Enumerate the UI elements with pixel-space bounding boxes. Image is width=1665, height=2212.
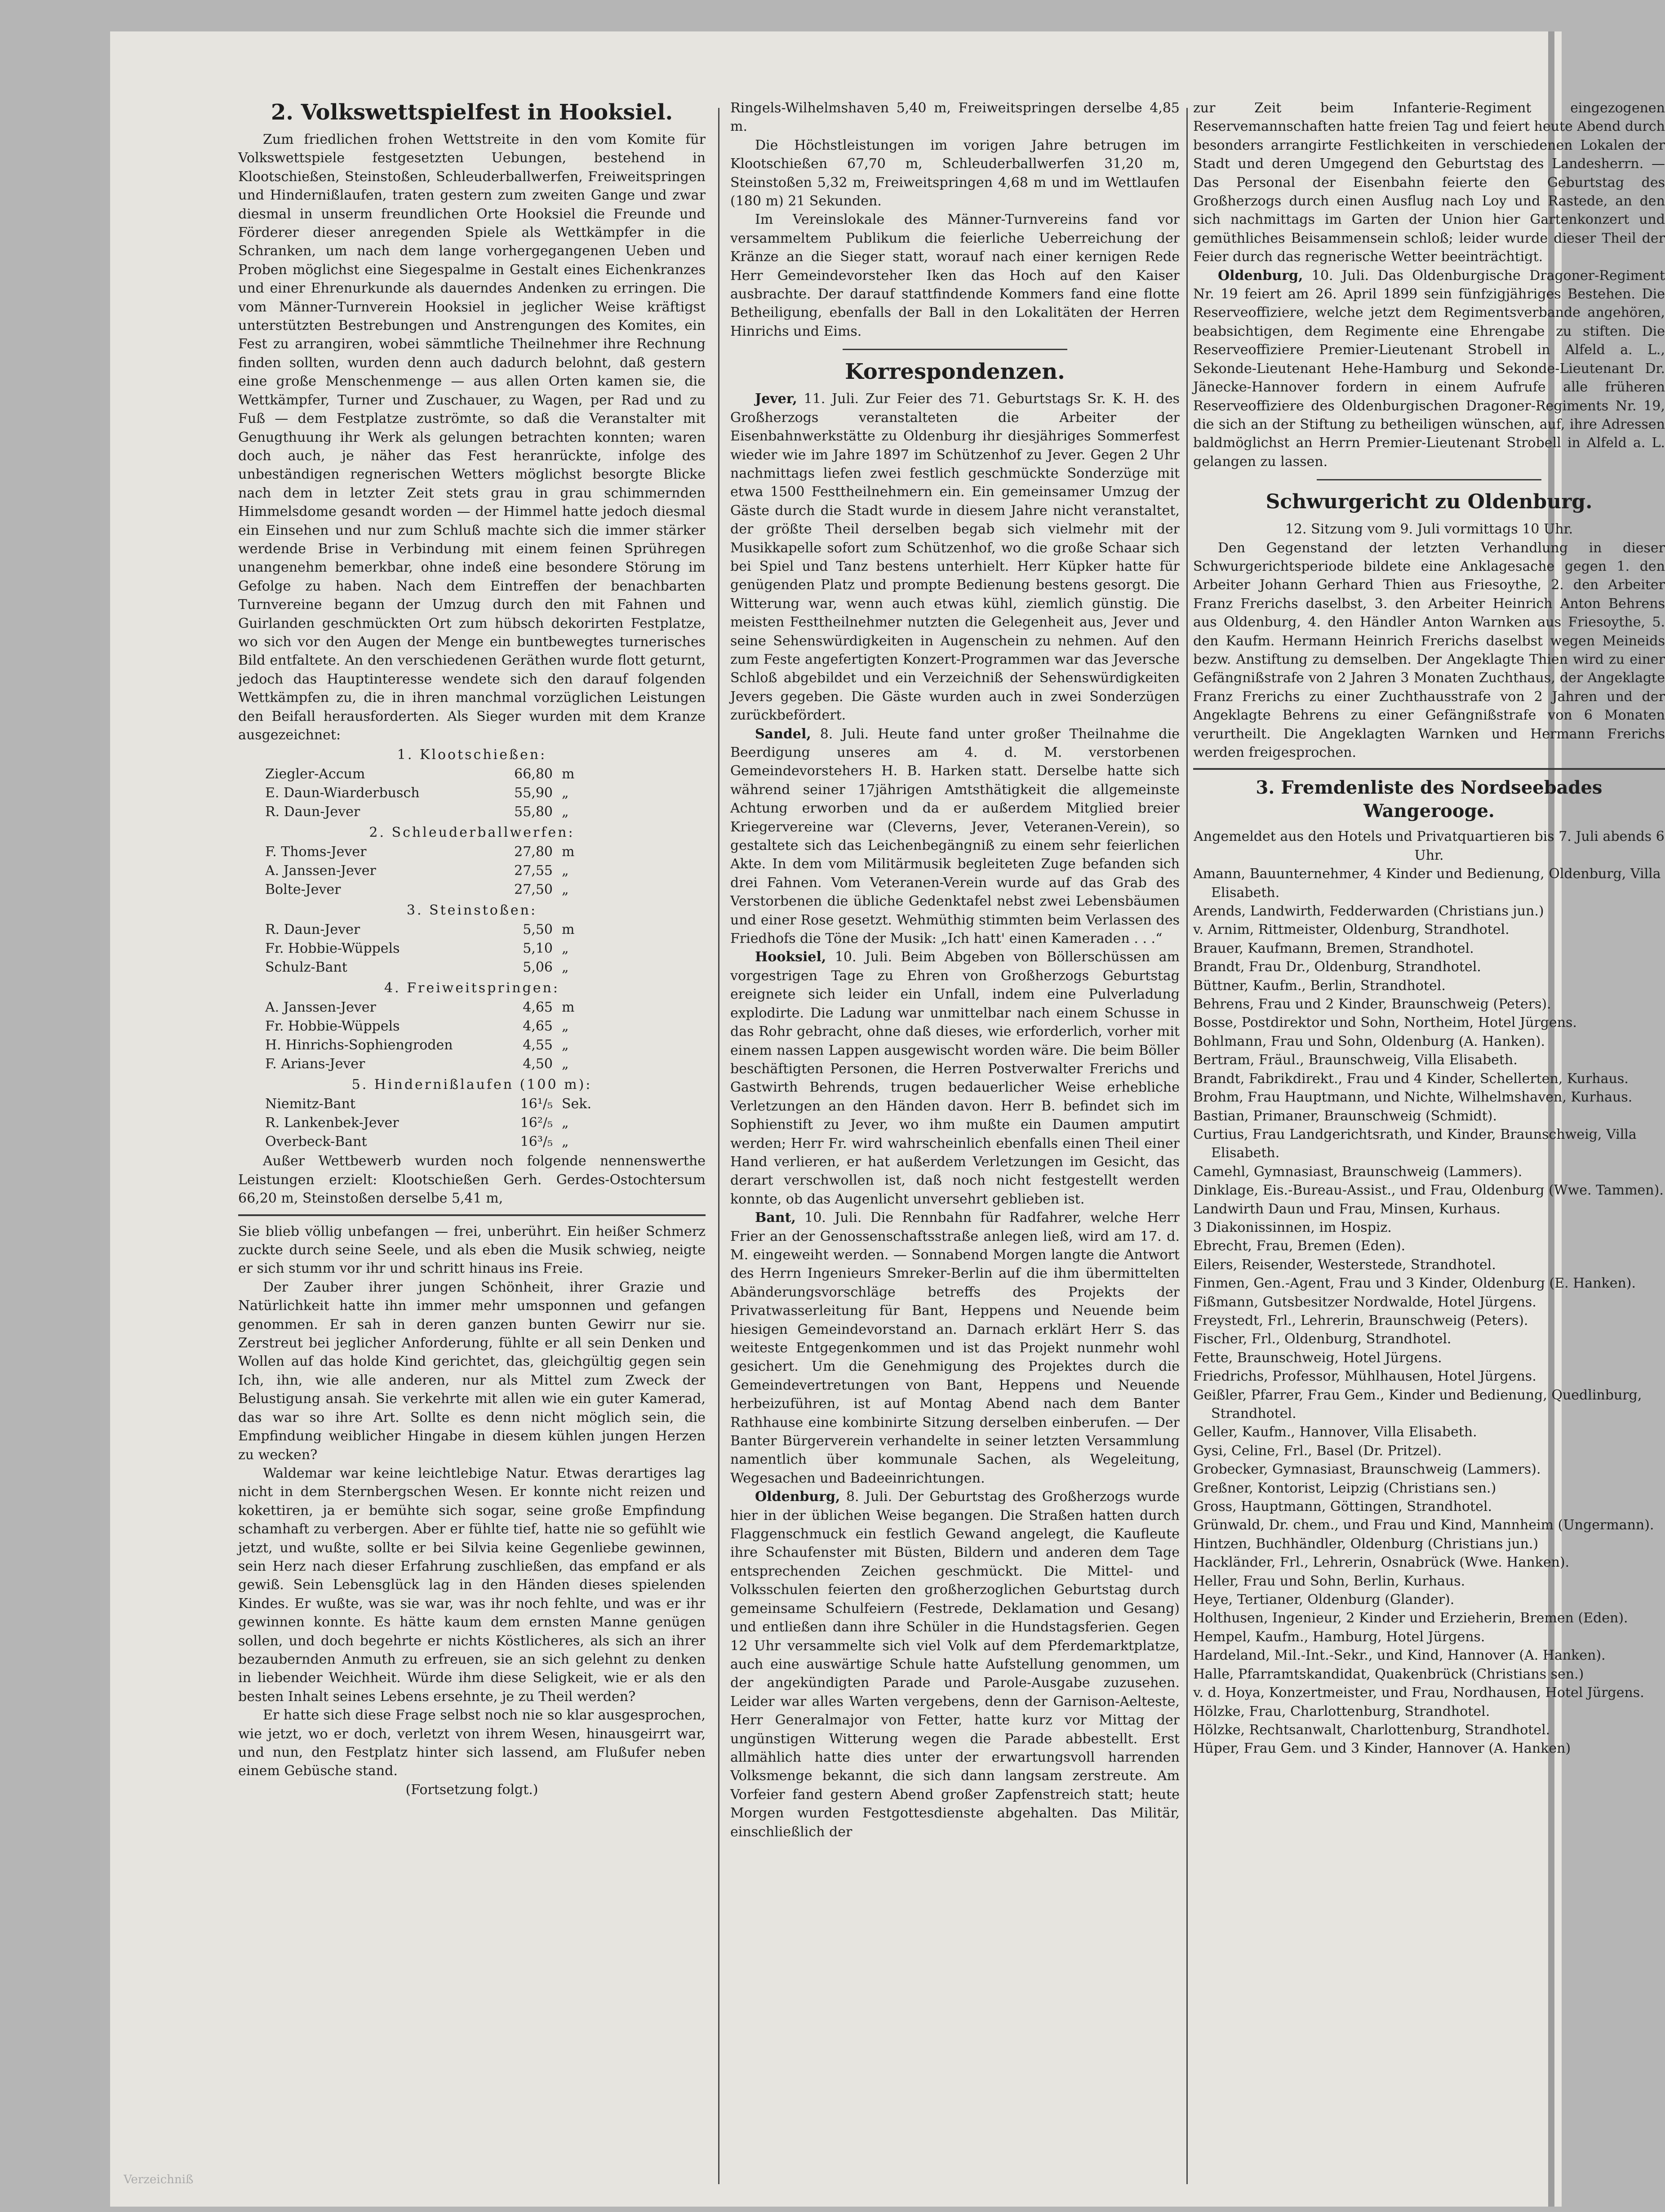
place-name: Sandel, <box>755 726 811 742</box>
results-row <box>265 921 574 940</box>
guest-entry: Halle, Pfarramtskandidat, Quakenbrück (Christians sen.) <box>1193 1666 1584 1682</box>
guest-entry: Heye, Tertianer, Oldenburg (Glander). <box>1193 1592 1455 1608</box>
correspondence-text: 11. Juli. Zur Feier des 71. Geburtstags Sr. K. H. des Großherzogs veranstalteten die Arbeiter der Eisenbahnwerkstätte zu Oldenburg ihr diesjähriges Sommerfest wieder wie im Jahre 1897 im Schützenhof zu Jever. Gegen 2 Uhr nachmittags liefen zwei festlich geschmückte Sonderzüge mit etwa 1500 Festtheilnehmern ein. Ein gemeinsamer Umzug der Gäste durch die Stadt wurde in diesem Jahre nicht veranstaltet, der größte Theil derselben begab sich vielmehr mit der Musikkapelle sofort zum Schützenhof, wo die große Schaar sich bei Spiel und Tanz bestens unterhielt. Herr Küpker hatte für genügenden Platz und prompte Bedienung bestens gesorgt. Die Witterung war, wenn auch etwas kühl, ziemlich günstig. Die meisten Festtheilnehmer nutzten die Gelegenheit aus, Jever und seine Sehenswürdigkeiten in Augenschein zu nehmen. Auf den zum Feste angefertigten Konzert-Programmen war das Jeversche Schloß abgebildet und ein Verzeichniß der Sehenswürdigkeiten Jevers gegeben. Die Gäste wurden auch in zwei Sonderzügen zurückbefördert. <box>730 391 1180 724</box>
results-name: A. Janssen-Jever <box>265 863 376 879</box>
results-unit: Sek. <box>562 1096 592 1112</box>
guest-entry: Ebrecht, Frau, Bremen (Eden). <box>1193 1238 1406 1254</box>
story-para-2: Der Zauber ihrer jungen Schönheit, ihrer Grazie und Natürlichkeit hatte ihn immer mehr umsponnen und gefangen genommen. Er sah in deren ganzen bunten Gewirr nur sie. Zerstreut bei jeglicher Anforderung, fühlte er all sein Denken und Wollen auf das holde Kind gerichtet, das, gleichgültig gegen sein Ich, ihn, wie alle anderen, nur als Mittel zum Zweck der Belustigung ansah. Sie verkehrte mit allen wie ein guter Kamerad, das war so ihre Art. Sollte es denn nicht möglich sein, die Empfindung weiblicher Hingabe in diesem kühlen jungen Herzen zu wecken? <box>238 1279 706 1463</box>
guest-list-sub: Angemeldet aus den Hotels und Privatquartieren bis 7. Juli abends 6 Uhr. <box>1194 829 1665 863</box>
results-unit: „ <box>562 1056 569 1072</box>
results-value: 4,65 <box>523 999 553 1016</box>
guest-entry: v. Arnim, Rittmeister, Oldenburg, Strandhotel. <box>1193 922 1510 938</box>
results-row <box>265 1017 574 1036</box>
story-para-3: Waldemar war keine leichtlebige Natur. Etwas derartiges lag nicht in dem Sternbergschen Wesen. Er konnte nicht reizen und kokettiren, ja er bemühte sich sogar, seine große Empfindung schamhaft zu verbergen. Aber er fühlte tief, hatte nie so gefühlt wie jetzt, und wußte, sollte er bei Silvia keine Gegenliebe gewinnen, sein Herz nach dieser Erfahrung zuschließen, das empfand er als gewiß. Sein Lebensglück lag in den Händen dieses spielenden Kindes. Er wußte, was sie war, was ihr noch fehlte, und was er ihr gewinnen konnte. Es hätte kaum dem ernsten Manne genügen sollen, und doch begehrte er nichts Köstlicheres, als sich an ihrer bezaubernden Anmuth zu erfreuen, sie an sich gelehnt zu denken in liebender Weichheit. Würde ihm diese Seligkeit, wie er als den besten Inhalt seines Lebens ersehnte, je zu Theil werden? <box>238 1465 706 1705</box>
results-table <box>265 843 574 900</box>
results-unit: m <box>562 844 575 860</box>
results-unit: „ <box>562 1018 569 1035</box>
results-row <box>265 940 574 959</box>
newspaper-page <box>110 31 1665 2207</box>
results-unit: „ <box>562 785 569 801</box>
results-row <box>265 999 574 1017</box>
article-outro: Außer Wettbewerb wurden noch folgende nennenswerthe Leistungen erzielt: Klootschießen Gerh. Gerdes-Ostochtersum 66,20 m, Steinstoßen derselbe 5,41 m, <box>238 1153 706 1207</box>
page-stamp: Verzeichniß <box>124 2173 194 2186</box>
results-title: 1. Klootschießen: <box>397 747 547 763</box>
results-name: Niemitz-Bant <box>265 1096 355 1112</box>
results-row <box>265 862 574 881</box>
results-row <box>265 1036 574 1055</box>
guest-entry: Hölzke, Frau, Charlottenburg, Strandhotel. <box>1193 1703 1490 1719</box>
results-name: Ziegler-Accum <box>265 766 365 782</box>
results-value: 66,80 <box>514 766 553 782</box>
guest-entry: Bertram, Fräul., Braunschweig, Villa Elisabeth. <box>1193 1052 1518 1068</box>
results-name: H. Hinrichs-Sophiengroden <box>265 1037 453 1053</box>
results-name: Fr. Hobbie-Wüppels <box>265 1018 400 1035</box>
guest-entry: Brandt, Frau Dr., Oldenburg, Strandhotel. <box>1193 959 1481 975</box>
results-name: Fr. Hobbie-Wüppels <box>265 941 400 957</box>
guest-entry: Behrens, Frau und 2 Kinder, Braunschweig (Peters). <box>1193 996 1551 1013</box>
guest-entry: Dinklage, Eis.-Bureau-Assist., und Frau, Oldenburg (Wwe. Tammen). <box>1193 1182 1664 1199</box>
guest-entry: Hackländer, Frl., Lehrerin, Osnabrück (Wwe. Hanken). <box>1193 1555 1570 1571</box>
results-name: Overbeck-Bant <box>265 1134 367 1150</box>
guest-entry: Greßner, Kontorist, Leipzig (Christians sen.) <box>1193 1480 1496 1496</box>
results-table <box>265 1095 591 1152</box>
column-rule-2 <box>1186 108 1188 2184</box>
results-row <box>265 959 574 977</box>
column-rule-1 <box>718 108 719 2184</box>
results-name: R. Lankenbek-Jever <box>265 1115 399 1131</box>
guest-entry: Landwirth Daun und Frau, Minsen, Kurhaus. <box>1193 1201 1501 1217</box>
guest-entry: v. d. Hoya, Konzertmeister, und Frau, Nordhausen, Hotel Jürgens. <box>1193 1685 1644 1701</box>
guest-entry: Gysi, Celine, Frl., Basel (Dr. Pritzel). <box>1193 1443 1442 1459</box>
results-unit: „ <box>562 1115 569 1131</box>
guest-entry: Fette, Braunschweig, Hotel Jürgens. <box>1193 1350 1442 1366</box>
col2-top: Ringels-Wilhelmshaven 5,40 m, Freiweitspringen derselbe 4,85 m. <box>730 100 1180 135</box>
guest-entry: Brauer, Kaufmann, Bremen, Strandhotel. <box>1193 940 1474 956</box>
results-unit: m <box>562 999 575 1016</box>
results-row <box>265 1055 574 1074</box>
correspondence-item <box>730 390 1180 724</box>
article-heading-volksfest: 2. Volkswettspielfest in Hooksiel. <box>271 100 673 125</box>
results-value: 5,10 <box>523 941 553 957</box>
guest-entry: Geller, Kaufm., Hannover, Villa Elisabeth. <box>1193 1424 1477 1440</box>
guest-entry: Freystedt, Frl., Lehrerin, Braunschweig (Peters). <box>1193 1312 1528 1328</box>
results-table <box>265 765 574 822</box>
results-row <box>265 881 574 900</box>
results-name: F. Arians-Jever <box>265 1056 365 1072</box>
col2-p2: Im Vereinslokale des Männer-Turnvereins fand vor versammeltem Publikum die feierliche Ueberreichung der Kränze an die Sieger statt, worauf nach einer kernigen Rede Herr Gemeindevorsteher Iken das Hoch auf den Kaiser ausbrachte. Der darauf stattfindende Kommers fand eine flotte Betheiligung, ebenfalls der Ball in den Lokalitäten der Herren Hinrichs und Eims. <box>730 212 1180 339</box>
guest-entry: Geißler, Pfarrer, Frau Gem., Kinder und Bedienung, Quedlinburg, Strandhotel. <box>1193 1387 1642 1421</box>
correspondence-text: 10. Juli. Beim Abgeben von Böllerschüssen am vorgestrigen Tage zu Ehren von Großherzogs Geburtstag ereignete sich leider ein Unfall, indem eine Pulverladung explodirte. Die Ladung war unmittelbar nach einem Schusse in das Rohr gebracht, ohne daß dieses, wie erforderlich, vorher mit einem nassen Lappen ausgewischt worden wäre. Die beim Böller beschäftigten Personen, die Herren Postverwalter Frerichs und Gastwirth Behrends, trugen bedauerlicher Weise erhebliche Verletzungen an den Händen davon. Herr B. befindet sich im Sophienstift zu Jever, wo ihm mußte ein Daumen amputirt werden; Herr Fr. wird wahrscheinlich ebenfalls einen Theil einer Hand verlieren, er hat außerdem Verletzungen im Gesicht, das derart verschwollen ist, daß noch nicht festgestellt werden konnte, ob das Augenlicht unversehrt geblieben ist. <box>730 949 1180 1207</box>
section-rule <box>1193 768 1665 770</box>
results-row <box>265 765 574 784</box>
separator <box>843 349 1067 350</box>
results-unit: „ <box>562 959 569 976</box>
correspondence-item <box>730 1208 1180 1488</box>
guest-entry: Hintzen, Buchhändler, Oldenburg (Christians jun.) <box>1193 1536 1539 1552</box>
feuilleton-rule <box>238 1214 706 1216</box>
court-text: Den Gegenstand der letzten Verhandlung in dieser Schwurgerichtsperiode bildete eine Anklagesache gegen 1. den Arbeiter Johann Gerhard Thien aus Friesoythe, 2. den Arbeiter Franz Frerichs daselbst, 3. den Arbeiter Heinrich Anton Behrens aus Oldenburg, 4. den Händler Anton Warnken aus Friesoythe, 5. den Kaufm. Hermann Heinrich Frerichs daselbst wegen Meineids bezw. Anstiftung zu demselben. Der Angeklagte Thien wird zu einer Gefängnißstrafe von 2 Jahren 3 Monaten Zuchthaus, der Angeklagte Franz Frerichs zu einer Zuchthausstrafe von 2 Jahren und der Angeklagte Behrens zu einer Gefängnißstrafe von 6 Monaten verurtheilt. Die Angeklagten Warnken und Hermann Frerichs werden freigesprochen. <box>1193 540 1665 760</box>
results-row <box>265 1095 591 1114</box>
continued-note: (Fortsetzung folgt.) <box>405 1781 538 1798</box>
guest-entry: Hölzke, Rechtsanwalt, Charlottenburg, Strandhotel. <box>1193 1722 1550 1738</box>
column-3 <box>1193 99 1665 2180</box>
col2-p1: Die Höchstleistungen im vorigen Jahre betrugen im Klootschießen 67,70 m, Schleuderballwerfen 31,20 m, Steinstoßen 5,32 m, Freiweitspringen 4,68 m und im Wettlaufen (180 m) 21 Sekunden. <box>730 137 1180 209</box>
results-value: 4,65 <box>523 1018 553 1035</box>
guest-entry: Büttner, Kaufm., Berlin, Strandhotel. <box>1193 977 1446 994</box>
col3-p1-text: 10. Juli. Das Oldenburgische Dragoner-Regiment Nr. 19 feiert am 26. April 1899 sein fünfzigjähriges Bestehen. Die Reserveoffiziere, welche jetzt dem Regimentsverbande angehören, beabsichtigen, dem Regimente eine Ehrengabe zu stiften. Die Reserveoffiziere Premier-Lieutenant Strobell in Alfeld a. L., Sekonde-Lieutenant Hehe-Hamburg und Sekonde-Lieutenant Dr. Jänecke-Hannover fordern in einem Aufrufe alle früheren Reserveoffiziere des Oldenburgischen Dragoner-Regiments Nr. 19, die sich an der Stiftung zu betheiligen wünschen, auf, ihre Adressen baldmöglichst an Herrn Premier-Lieutenant Strobell in Alfeld a. L. gelangen zu lassen. <box>1193 267 1665 470</box>
guest-entry: Brohm, Frau Hauptmann, und Nichte, Wilhelmshaven, Kurhaus. <box>1193 1089 1633 1106</box>
guest-list-heading: 3. Fremdenliste des Nordseebades Wangerooge. <box>1256 777 1603 822</box>
results-table <box>265 921 574 977</box>
korrespondenzen-heading: Korrespondenzen. <box>845 359 1065 385</box>
results-name: Bolte-Jever <box>265 882 341 898</box>
results-unit: „ <box>562 941 569 957</box>
guest-entry: Hüper, Frau Gem. und 3 Kinder, Hannover (A. Hanken) <box>1193 1741 1571 1757</box>
guest-entry: Fischer, Frl., Oldenburg, Strandhotel. <box>1193 1331 1452 1347</box>
column-2 <box>730 99 1180 2180</box>
results-row <box>265 784 574 803</box>
correspondence-item <box>730 1488 1180 1841</box>
guest-entry: Friedrichs, Professor, Mühlhausen, Hotel Jürgens. <box>1193 1368 1536 1385</box>
guest-list <box>1193 865 1665 1758</box>
guest-entry: Brandt, Fabrikdirekt., Frau und 4 Kinder, Schellerten, Kurhaus. <box>1193 1070 1629 1087</box>
guest-entry: Grünwald, Dr. chem., und Frau und Kind, Mannheim (Ungermann). <box>1193 1517 1654 1533</box>
guest-entry: Curtius, Frau Landgerichtsrath, und Kinder, Braunschweig, Villa Elisabeth. <box>1193 1126 1637 1161</box>
court-heading: Schwurgericht zu Oldenburg. <box>1265 490 1593 514</box>
guest-entry: Hempel, Kaufm., Hamburg, Hotel Jürgens. <box>1193 1629 1485 1645</box>
results-value: 27,55 <box>514 863 553 879</box>
guest-entry: Bohlmann, Frau und Sohn, Oldenburg (A. Hanken). <box>1193 1033 1545 1049</box>
guest-entry: Hardeland, Mil.-Int.-Sekr., und Kind, Hannover (A. Hanken). <box>1193 1648 1606 1664</box>
results-unit: „ <box>562 1134 569 1150</box>
results-name: R. Daun-Jever <box>265 922 360 938</box>
results-value: 16¹/₅ <box>520 1096 553 1112</box>
results-value: 5,06 <box>523 959 553 976</box>
guest-entry: Camehl, Gymnasiast, Braunschweig (Lammers). <box>1193 1164 1523 1180</box>
results-name: Schulz-Bant <box>265 959 347 976</box>
results-row <box>265 1133 591 1152</box>
results-block <box>238 747 706 1152</box>
results-unit: „ <box>562 863 569 879</box>
guest-entry: Gross, Hauptmann, Göttingen, Strandhotel. <box>1193 1499 1492 1515</box>
results-title: 2. Schleuderballwerfen: <box>369 825 575 841</box>
results-value: 16³/₅ <box>520 1134 553 1150</box>
results-unit: „ <box>562 804 569 820</box>
results-name: R. Daun-Jever <box>265 804 360 820</box>
results-name: A. Janssen-Jever <box>265 999 376 1016</box>
story-para-1: Sie blieb völlig unbefangen — frei, unberührt. Ein heißer Schmerz zuckte durch seine Seele, und als eben die Musik schwieg, neigte er sich stumm vor ihr und schritt hinaus ins Freie. <box>238 1223 706 1277</box>
guest-entry: Grobecker, Gymnasiast, Braunschweig (Lammers). <box>1193 1461 1541 1478</box>
correspondence-item <box>730 948 1180 1208</box>
place-name: Hooksiel, <box>755 949 826 965</box>
col3-p1 <box>1193 267 1665 471</box>
place-name: Bant, <box>755 1210 796 1226</box>
guest-entry: Finmen, Gen.-Agent, Frau und 3 Kinder, Oldenburg (E. Hanken). <box>1193 1275 1636 1292</box>
place-name: Oldenburg, <box>1218 267 1303 284</box>
guest-entry: Bosse, Postdirektor und Sohn, Northeim, Hotel Jürgens. <box>1193 1015 1577 1031</box>
results-unit: „ <box>562 882 569 898</box>
guest-entry: Arends, Landwirth, Fedderwarden (Christians jun.) <box>1193 903 1544 919</box>
col3-p0: zur Zeit beim Infanterie-Regiment eingezogenen Reservemannschaften hatte freien Tag und feiert heute Abend durch besonders arrangirte Festlichkeiten in verschiedenen Lokalen der Stadt und deren Umgegend den Geburtstag des Landesherrn. — Das Personal der Eisenbahn feierte den Geburtstag des Großherzogs durch einen Ausflug nach Loy und Rastede, an den sich nachmittags im Garten der Union hier Gartenkonzert und gemüthliches Beisammensein schloß; leider wurde dieser Theil der Feier durch das regnerische Wetter beeinträchtigt. <box>1193 100 1665 265</box>
results-name: F. Thoms-Jever <box>265 844 367 860</box>
results-row <box>265 803 574 822</box>
correspondence-text: 8. Juli. Heute fand unter großer Theilnahme die Beerdigung unseres am 4. d. M. verstorbenen Gemeindevorstehers H. B. Harken statt. Derselbe hatte sich während seiner 17jährigen Amtsthätigkeit die allgemeinste Achtung erworben und da er außerdem Mitglied breier Kriegervereine war (Cleverns, Jever, Veteranen-Verein), so gestaltete sich das Leichenbegängniß zu einem sehr feierlichen Akte. In dem vom Militärmusik begleiteten Zuge befanden sich drei Fahnen. Vom Veteranen-Verein wurde auf das Grab des Verstorbenen die übliche Gedenktafel nebst zwei Lebensbäumen und einer Rose gesetzt. Wehmüthig stimmten beim Verlassen des Friedhofs die Töne der Musik: „Ich hatt' einen Kameraden . . .“ <box>730 726 1180 947</box>
court-sub: 12. Sitzung vom 9. Juli vormittags 10 Uhr. <box>1285 521 1573 537</box>
results-value: 4,50 <box>523 1056 553 1072</box>
place-name: Jever, <box>755 391 797 407</box>
place-name: Oldenburg, <box>755 1489 840 1505</box>
correspondence-text: 10. Juli. Die Rennbahn für Radfahrer, welche Herr Frier an der Genossenschaftsstraße anlegen ließ, wird am 17. d. M. eingeweiht werden. — Sonnabend Morgen langte die Antwort des Herrn Ingenieurs Smreker-Berlin auf die ihm übermittelten Abänderungsvorschläge betreffs des Projekts der Privatwasserleitung für Bant, Heppens und Neuende beim hiesigen Gemeindevorstand an. Darnach erklärt Herr S. das weiteste Entgegenkommen und ist das Projekt nunmehr wohl gesichert. Um die Genehmigung des Projektes durch die Gemeindevertretungen von Bant, Heppens und Neuende herbeizuführen, ist auf Montag Abend nach dem Banter Rathhause eine kombinirte Sitzung derselben einberufen. — Der Banter Bürgerverein verhandelte in seiner letzten Versammlung namentlich über kommunale Sachen, als Wegeleitung, Wegesachen und Badeeinrichtungen. <box>730 1210 1180 1486</box>
results-title: 4. Freiweitspringen: <box>384 980 559 996</box>
results-name: E. Daun-Wiarderbusch <box>265 785 420 801</box>
article-intro: Zum friedlichen frohen Wettstreite in den vom Komite für Volkswettspiele festgesetzten Uebungen, bestehend in Klootschießen, Steinstoßen, Schleuderballwerfen, Freiweitspringen und Hindernißlaufen, traten gestern zum zweiten Gange und zwar diesmal in unserm freundlichen Orte Hooksiel die Freunde und Förderer dieser anregenden Spiele als Wettkämpfer in die Schranken, um nach dem lange vorhergegangenen Ueben und Proben möglichst eine Siegespalme in Gestalt eines Eichenkranzes und einer Ehrenurkunde als dauerndes Andenken zu erringen. Die vom Männer-Turnverein Hooksiel in jeglicher Weise kräftigst unterstützten Bestrebungen und Anstrengungen des Komites, ein Fest zu arrangiren, wobei sämmtliche Theilnehmer ihre Rechnung finden sollten, wurden denn auch dadurch belohnt, daß gestern eine große Menschenmenge — aus allen Orten kamen sie, die Wettkämpfer, Turner und Zuschauer, zu Wagen, per Rad und zu Fuß — dem Festplatze zuströmte, so daß die Veranstalter mit Genugthuung ihr Werk als gelungen betrachten konnten; waren doch auch, je näher das Fest heranrückte, infolge des unbeständigen regnerischen Wetters möglichst besorgte Blicke nach dem in letzter Zeit stets grau in grau schimmernden Himmelsdome gesandt worden — der Himmel hatte jedoch diesmal ein Einsehen und nur zum Schluß machte sich die immer stärker werdende Brise in Verbindung mit einem feinen Sprühregen unangenehm bemerkbar, ohne indeß eine besondere Störung im Gefolge zu haben. Nach dem Eintreffen der benachbarten Turnvereine begann der Umzug durch den mit Fahnen und Guirlanden geschmückten Ort zum hübsch dekorirten Festplatze, wo sich vor den Augen der Menge ein buntbewegtes turnerisches Bild entfaltete. An den verschiedenen Geräthen wurde flott geturnt, jedoch das Hauptinteresse wendete sich den darauf folgenden Wettkämpfen zu, die in ihren manchmal vorzüglichen Leistungen den Beifall herausforderten. Als Sieger wurden mit dem Kranze ausgezeichnet: <box>238 132 706 743</box>
guest-entry: Amann, Bauunternehmer, 4 Kinder und Bedienung, Oldenburg, Villa Elisabeth. <box>1193 866 1661 901</box>
results-unit: m <box>562 922 575 938</box>
guest-entry: Holthusen, Ingenieur, 2 Kinder und Erzieherin, Bremen (Eden). <box>1193 1610 1628 1626</box>
results-title: 3. Steinstoßen: <box>406 902 537 919</box>
results-value: 55,90 <box>514 785 553 801</box>
results-table <box>265 999 574 1074</box>
results-value: 27,50 <box>514 882 553 898</box>
results-value: 27,80 <box>514 844 553 860</box>
results-title: 5. Hindernißlaufen (100 m): <box>351 1077 592 1093</box>
results-value: 16²/₅ <box>520 1115 553 1131</box>
results-value: 4,55 <box>523 1037 553 1053</box>
results-row <box>265 1114 591 1133</box>
results-unit: „ <box>562 1037 569 1053</box>
results-unit: m <box>562 766 575 782</box>
results-value: 55,80 <box>514 804 553 820</box>
separator <box>1317 479 1541 480</box>
guest-entry: Heller, Frau und Sohn, Berlin, Kurhaus. <box>1193 1573 1465 1589</box>
correspondence-list <box>730 390 1180 1841</box>
results-row <box>265 843 574 862</box>
guest-entry: Bastian, Primaner, Braunschweig (Schmidt). <box>1193 1108 1497 1124</box>
guest-entry: Eilers, Reisender, Westerstede, Strandhotel. <box>1193 1257 1496 1273</box>
results-value: 5,50 <box>523 922 553 938</box>
guest-entry: Fißmann, Gutsbesitzer Nordwalde, Hotel Jürgens. <box>1193 1294 1536 1310</box>
column-1 <box>238 99 706 2180</box>
correspondence-text: 8. Juli. Der Geburtstag des Großherzogs wurde hier in der üblichen Weise begangen. Die Straßen hatten durch Flaggenschmuck ein festlich Gewand angelegt, die Kaufleute ihre Schaufenster mit Büsten, Bildern und anderen dem Tage entsprechenden Zeichen geschmückt. Die Mittel- und Volksschulen feierten den großherzoglichen Geburtstag durch gemeinsame Schulfeiern (Festrede, Deklamation und Gesang) und entließen dann ihre Schüler in die Hundstagsferien. Gegen 12 Uhr versammelte sich viel Volk auf dem Pferdemarktplatze, auch eine auswärtige Schule hatte Aufstellung genommen, um der angekündigten Parade und Parole-Ausgabe zuzusehen. Leider war alles Warten vergebens, denn der Garnison-Aelteste, Herr Generalmajor von Fetter, hatte kurz vor Mittag der ungünstigen Witterung wegen die Parade abbestellt. Erst allmählich hatte dies unter der erwartungsvoll harrenden Volksmenge bekannt, die sich dann langsam zerstreute. Am Vorfeier fand gestern Abend großer Zapfenstreich statt; heute Morgen wurden Festgottesdienste abgehalten. Das Militär, einschließlich der <box>730 1489 1180 1840</box>
correspondence-item <box>730 725 1180 948</box>
guest-entry: 3 Diakonissinnen, im Hospiz. <box>1193 1219 1392 1235</box>
story-para-4: Er hatte sich diese Frage selbst noch nie so klar ausgesprochen, wie jetzt, wo er doch, verletzt von ihrem Wesen, hinausgeirrt war, und nun, den Festplatz hinter sich lassend, am Flußufer neben einem Gebüsche stand. <box>238 1707 706 1779</box>
